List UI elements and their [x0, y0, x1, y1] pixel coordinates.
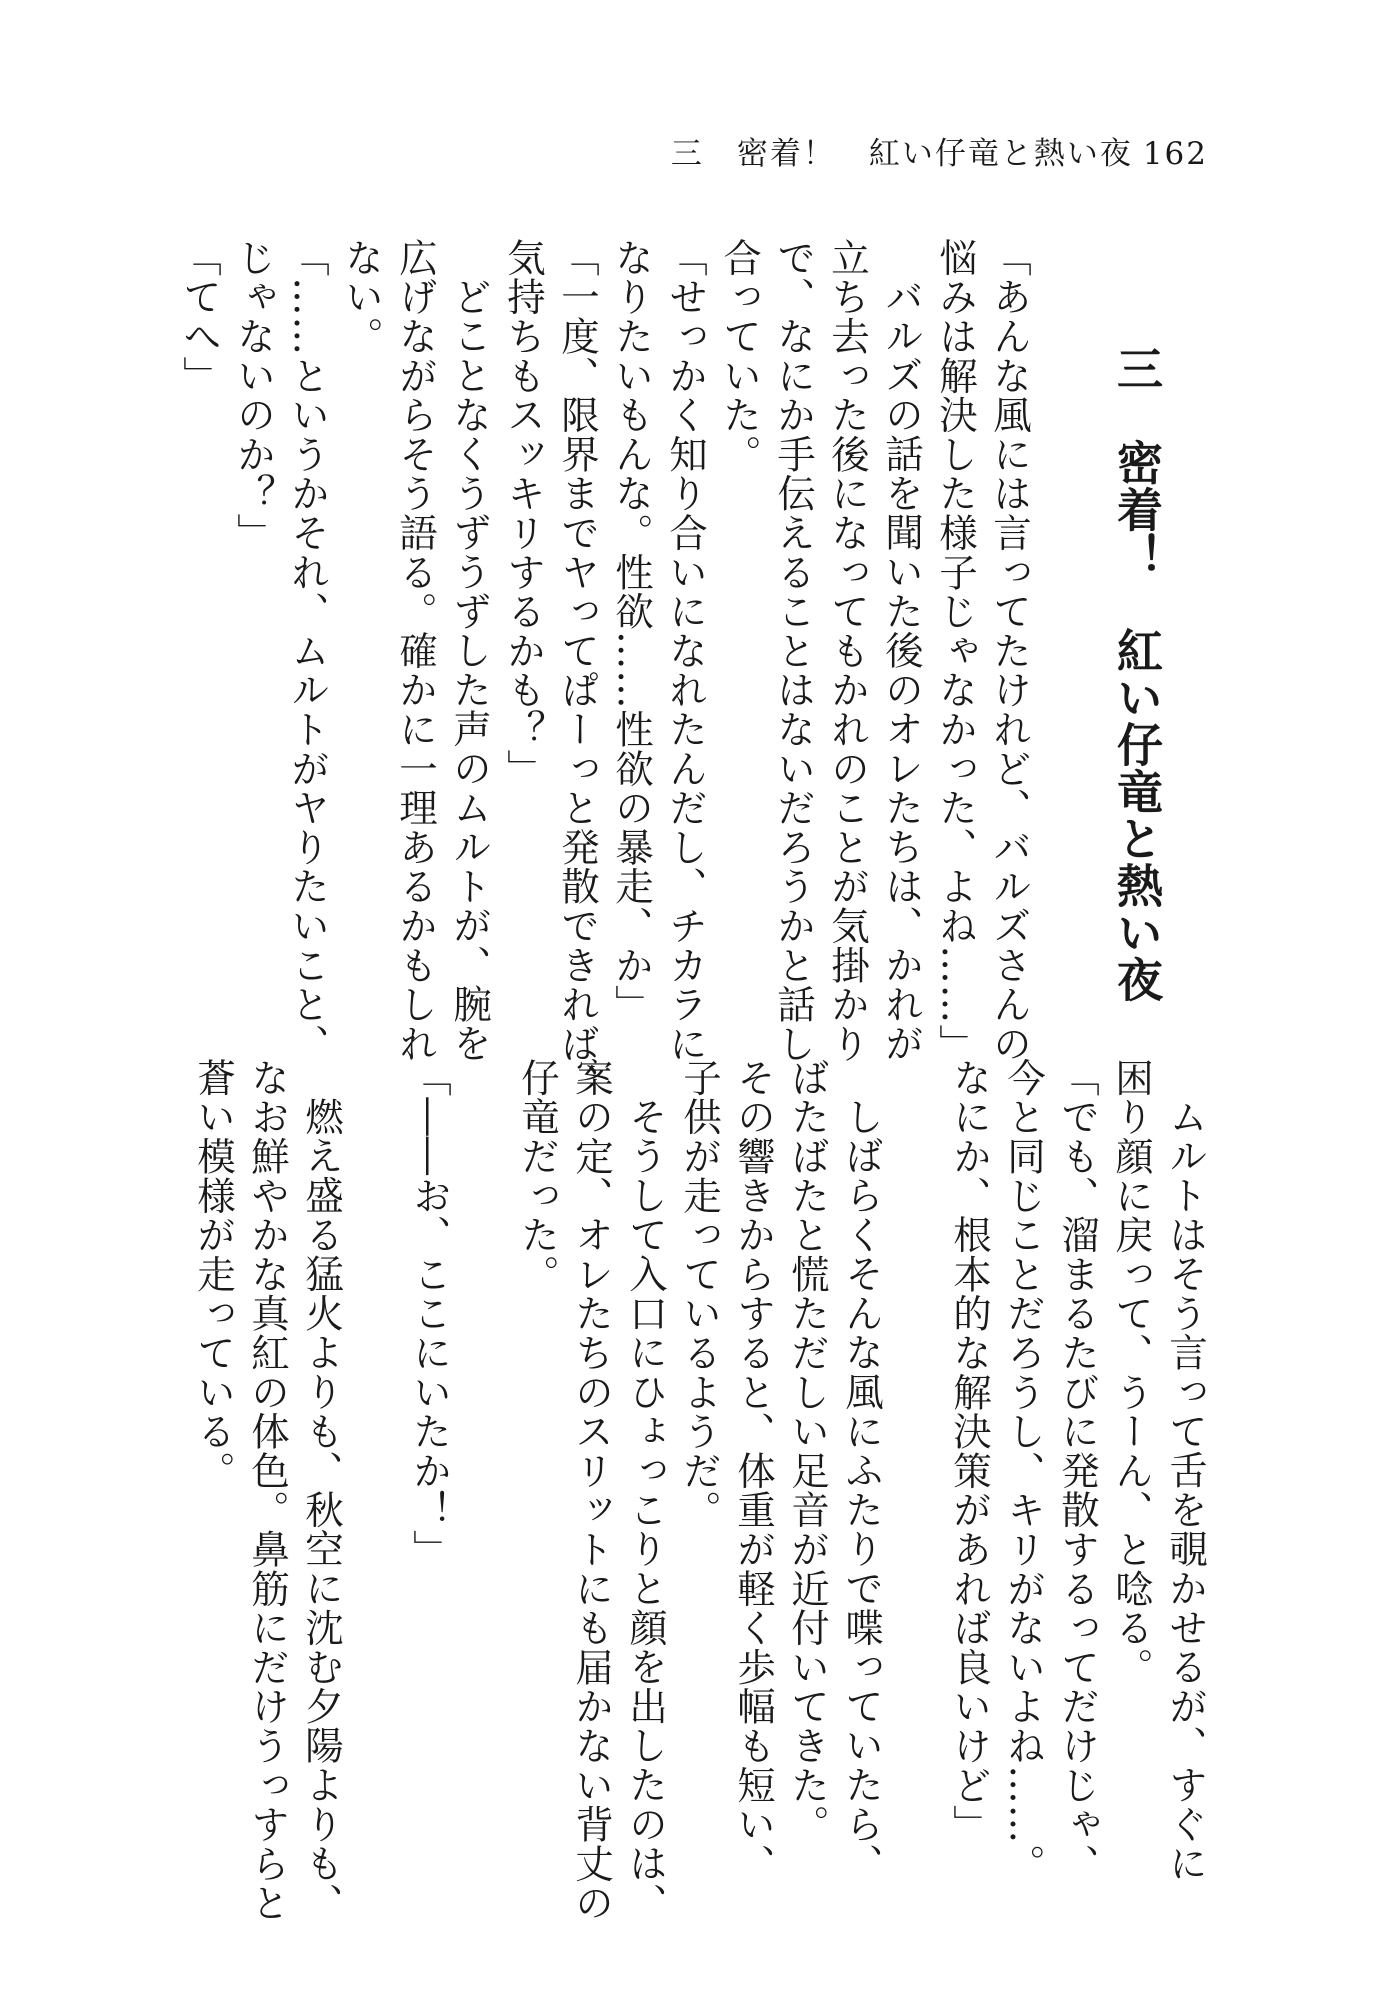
text-line — [888, 1058, 942, 1788]
text-line: なりたいもんな。性欲……性欲の暴走、か」 — [609, 238, 654, 1024]
page-number: 162 — [1142, 136, 1208, 172]
text-line: 蒼い模様が走っている。 — [191, 1058, 236, 1491]
text-line: 気持ちもスッキリするかも？」 — [501, 238, 546, 789]
text-line: 困り顔に戻って、うーん、と唸る。 — [1109, 1058, 1154, 1687]
text-line: 燃え盛る猛火よりも、秋空に沈む夕陽よりも、 — [299, 1096, 344, 1922]
text-line: 広げながらそう語る。確かに一理あるかもしれ — [393, 238, 438, 1064]
text-line: 「せっかく知り合いになれたんだし、チカラに — [663, 238, 708, 1064]
text-line: 仔竜だった。 — [515, 1058, 560, 1294]
text-line: バルズの話を聞いた後のオレたちは、かれが — [879, 276, 924, 1063]
text-line: 「あんな風には言ってたけれど、バルズさんの — [987, 238, 1032, 1064]
text-line: 子供が走っているようだ。 — [677, 1058, 722, 1530]
top-text-block — [177, 238, 1036, 1103]
text-line: しばらくそんな風にふたりで喋っていたら、 — [839, 1096, 884, 1883]
text-line: 悩みは解決した様子じゃなかった、よね……」 — [933, 238, 978, 1064]
text-line: 「……というかそれ、ムルトがヤりたいこと、 — [285, 238, 330, 1064]
text-line: で、なにか手伝えることはないだろうかと話し — [771, 238, 816, 1064]
text-line: 合っていた。 — [717, 238, 762, 474]
running-header — [671, 128, 1208, 173]
text-line: ない。 — [339, 238, 384, 356]
header-chapter: 三 密着！ 紅い仔竜と熱い夜 — [670, 136, 1133, 172]
text-line: ばたばたと慌ただしい足音が近付いてきた。 — [785, 1058, 830, 1844]
text-line: そうして入口にひょっこりと顔を出したのは、 — [623, 1096, 668, 1922]
text-line: 「――お、ここにいたか！」 — [407, 1058, 452, 1569]
text-line: 今と同じことだろうし、キリがないよね……。 — [1001, 1058, 1046, 1884]
chapter-title: 三 密着！ 紅い仔竜と熱い夜 — [1110, 345, 1164, 1003]
text-line: じゃないのか？」 — [231, 238, 276, 553]
text-line: 案の定、オレたちのスリットにも届かない背丈の — [569, 1058, 614, 1923]
text-line: どことなくうずうずした声のムルトが、腕を — [447, 276, 492, 1063]
text-line: 「てへ」 — [177, 238, 222, 396]
text-line: なお鮮やかな真紅の体色。鼻筋にだけうっすらと — [245, 1058, 290, 1923]
text-line: ムルトはそう言って舌を覗かせるが、すぐに — [1163, 1096, 1208, 1883]
text-line: 「でも、溜まるたびに発散するってだけじゃ、 — [1055, 1058, 1100, 1884]
text-line — [348, 1058, 402, 1788]
text-line: その響きからすると、体重が軽く歩幅も短い、 — [731, 1058, 776, 1884]
bottom-text-block — [191, 1058, 1212, 1923]
text-line — [456, 1058, 510, 1788]
text-line: 立ち去った後になってもかれのことが気掛かり — [825, 238, 870, 1064]
text-line: なにか、根本的な解決策があれば良いけど」 — [947, 1058, 992, 1844]
text-line: 「一度、限界までヤってぱーっと発散できれば、 — [555, 238, 600, 1103]
